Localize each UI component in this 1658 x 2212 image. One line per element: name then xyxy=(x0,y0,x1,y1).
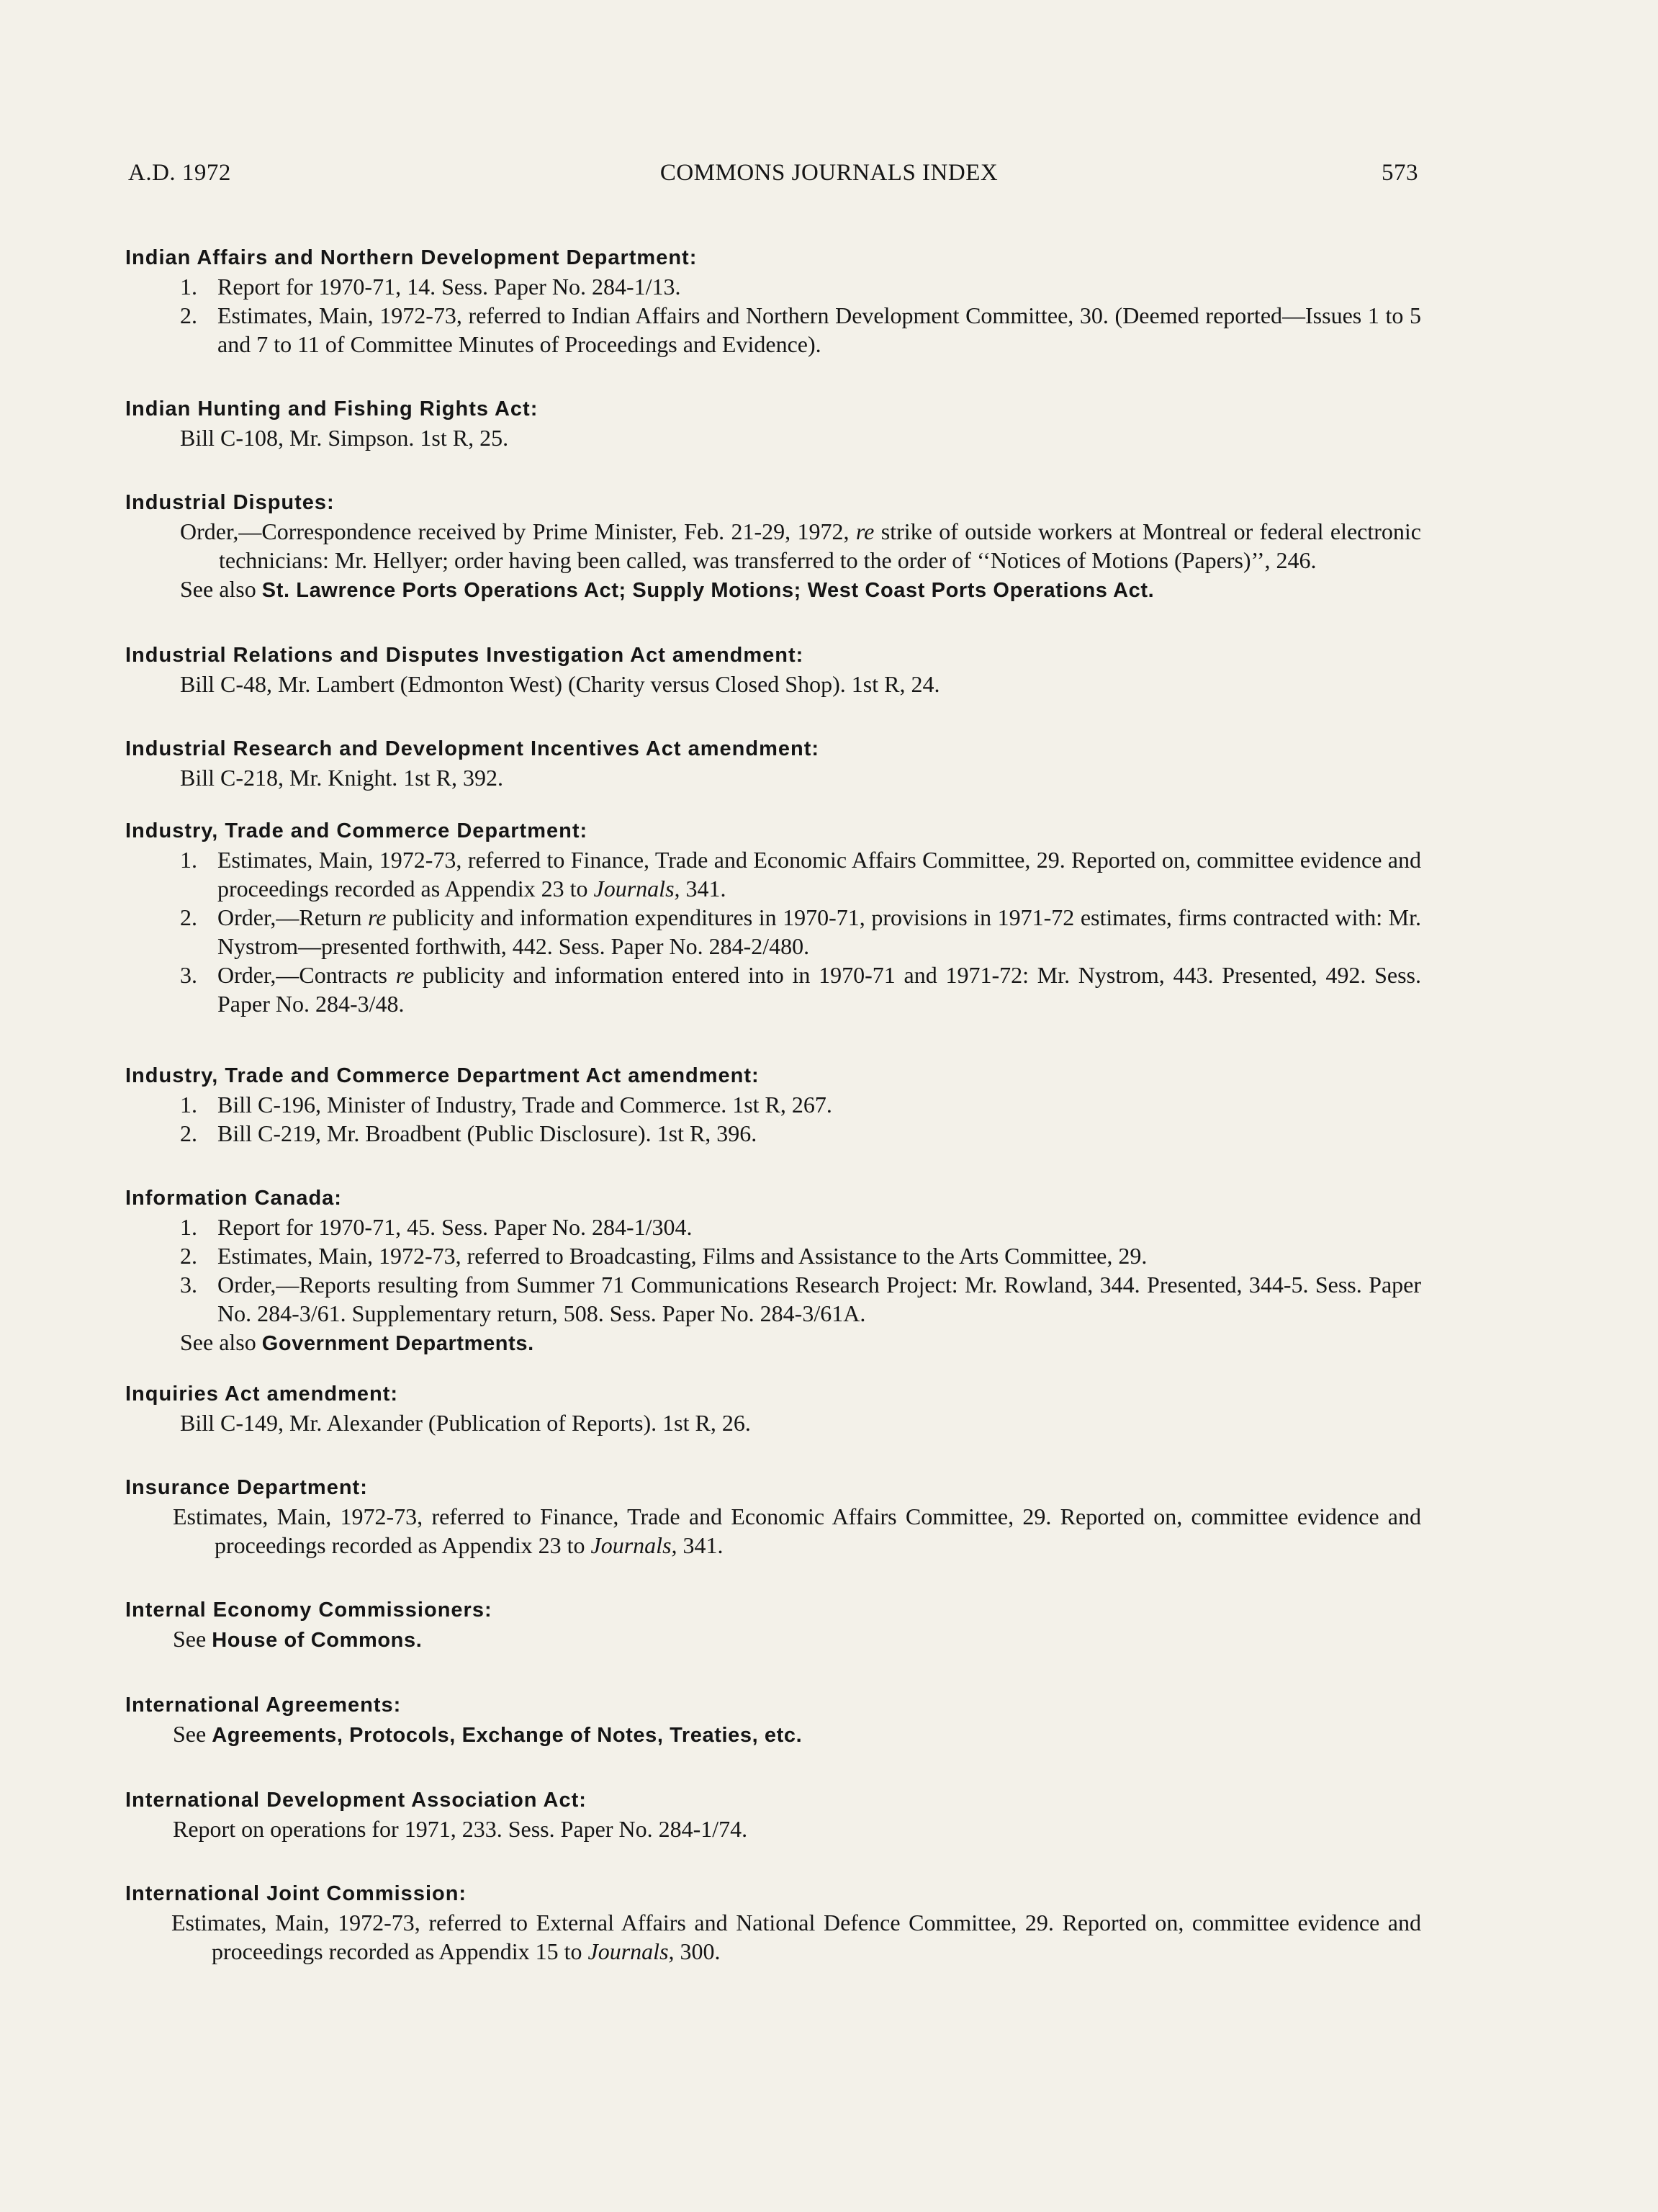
entry-item xyxy=(125,903,1421,961)
see-also xyxy=(125,1328,1421,1358)
entry-heading: Industrial Disputes: xyxy=(125,491,335,514)
item-number: 1. xyxy=(180,1092,197,1118)
index-entry xyxy=(125,488,1421,605)
text-italic: Journals, xyxy=(593,876,680,902)
item-text: Estimates, Main, 1972-73, referred to Broadcasting, Films and Assistance to the Arts Committee, 29. xyxy=(217,1243,1148,1269)
item-text: Report for 1970-71, 14. Sess. Paper No. 284-1/13. xyxy=(217,274,681,300)
index-entry xyxy=(125,1691,1421,1750)
text-part: Order,—Correspondence received by Prime Minister, Feb. 21-29, 1972, xyxy=(180,518,856,544)
text-part: Estimates, Main, 1972-73, referred to Finance, Trade and Economic Affairs Committee, 29. Reported on, committee evidence and proceedings recorded as Appendix 23 to xyxy=(173,1503,1421,1558)
item-text: Report for 1970-71, 45. Sess. Paper No. 284-1/304. xyxy=(217,1214,693,1240)
entry-heading: Internal Economy Commissioners: xyxy=(125,1599,492,1622)
see-reference: St. Lawrence Ports Operations Act; Supply Motions; West Coast Ports Operations Act. xyxy=(261,579,1155,602)
text-part: Order,—Contracts xyxy=(217,962,396,988)
entry-text xyxy=(125,1908,1421,1966)
entry-text: Bill C-149, Mr. Alexander (Publication of Reports). 1st R, 26. xyxy=(180,1410,751,1436)
text-part: 341. xyxy=(680,876,726,902)
text-italic: re xyxy=(395,962,415,988)
entry-item xyxy=(125,301,1421,359)
index-entry xyxy=(125,1473,1421,1560)
entry-item xyxy=(125,1213,1421,1241)
item-number: 3. xyxy=(180,962,197,988)
see-prefix: See xyxy=(173,1721,212,1747)
see-also xyxy=(125,575,1421,605)
text-part: 300. xyxy=(674,1938,721,1964)
item-text: Order,—Reports resulting from Summer 71 Communications Research Project: Mr. Rowland, 344. Presented, 344-5. Sess. Paper No. 284-3/61. Supplementary return, 508. Sess. Paper No. 284-3/61A. xyxy=(217,1272,1421,1326)
see-prefix: See also xyxy=(180,576,262,602)
item-number: 3. xyxy=(180,1272,197,1298)
text-italic: Journals, xyxy=(590,1532,677,1558)
index-entry xyxy=(125,1786,1421,1843)
text-part: strike of outside workers at Montreal or federal electronic technicians: Mr. Hellyer; order having been called, was transferred to the order of ‘‘Notices of Motions (Papers)’’, 246. xyxy=(219,518,1422,573)
index-entry xyxy=(125,1879,1421,1966)
entry-item xyxy=(125,961,1421,1018)
item-text: Estimates, Main, 1972-73, referred to Indian Affairs and Northern Development Committee, 30. (Deemed reported—Issues 1 to 5 and 7 to 11 of Committee Minutes of Proceedings and Evidence). xyxy=(217,302,1421,357)
entry-heading: International Joint Commission: xyxy=(125,1882,467,1905)
entry-item xyxy=(125,1119,1421,1148)
entry-item xyxy=(125,845,1421,903)
index-entry xyxy=(125,243,1421,359)
entry-text: Report on operations for 1971, 233. Sess. Paper No. 284-1/74. xyxy=(173,1816,748,1842)
see-prefix: See xyxy=(173,1626,212,1652)
item-number: 1. xyxy=(180,1214,197,1240)
text-part: Order,—Return xyxy=(217,904,368,930)
index-entry xyxy=(125,641,1421,698)
index-entry xyxy=(125,1596,1421,1655)
see-reference-line xyxy=(125,1719,1421,1750)
text-italic: re xyxy=(367,904,387,930)
item-number: 2. xyxy=(180,1243,197,1269)
entry-text xyxy=(125,517,1421,575)
entry-text: Bill C-218, Mr. Knight. 1st R, 392. xyxy=(180,765,503,791)
entry-item xyxy=(125,1090,1421,1119)
index-entries xyxy=(125,243,1421,2002)
see-reference-line xyxy=(125,1624,1421,1655)
entry-text: Bill C-108, Mr. Simpson. 1st R, 25. xyxy=(180,425,509,451)
entry-heading: Industrial Research and Development Incentives Act amendment: xyxy=(125,737,820,760)
index-entry xyxy=(125,1061,1421,1148)
index-entry xyxy=(125,734,1421,792)
entry-item xyxy=(125,272,1421,301)
item-number: 1. xyxy=(180,274,197,300)
entry-heading: Indian Hunting and Fishing Rights Act: xyxy=(125,397,539,421)
entry-heading: International Agreements: xyxy=(125,1694,402,1717)
item-number: 2. xyxy=(180,302,197,328)
entry-heading: Information Canada: xyxy=(125,1187,342,1210)
header-year: A.D. 1972 xyxy=(128,160,231,186)
text-part: 341. xyxy=(677,1532,724,1558)
index-entry xyxy=(125,817,1421,1018)
entry-heading: Insurance Department: xyxy=(125,1476,368,1499)
item-text xyxy=(217,903,1421,961)
see-prefix: See also xyxy=(180,1329,262,1355)
index-entry xyxy=(125,1184,1421,1358)
item-text xyxy=(217,845,1421,903)
entry-item xyxy=(125,1270,1421,1328)
entry-heading: Industry, Trade and Commerce Department Act amendment: xyxy=(125,1064,760,1087)
item-number: 2. xyxy=(180,904,197,930)
item-number: 1. xyxy=(180,847,197,873)
index-entry xyxy=(125,1380,1421,1437)
entry-heading: Industry, Trade and Commerce Department: xyxy=(125,819,588,842)
see-reference: Agreements, Protocols, Exchange of Notes, Treaties, etc. xyxy=(212,1724,803,1747)
text-part: Estimates, Main, 1972-73, referred to External Affairs and National Defence Committee, 29. Reported on, committee evidence and proceedings recorded as Appendix 15 to xyxy=(171,1910,1421,1964)
item-text: Bill C-219, Mr. Broadbent (Public Disclosure). 1st R, 396. xyxy=(217,1120,757,1146)
entry-heading: Indian Affairs and Northern Development Department: xyxy=(125,246,698,269)
see-reference: Government Departments. xyxy=(261,1332,534,1355)
entry-heading: International Development Association Act: xyxy=(125,1789,587,1812)
entry-text: Bill C-48, Mr. Lambert (Edmonton West) (Charity versus Closed Shop). 1st R, 24. xyxy=(180,671,940,697)
text-part: publicity and information entered into in 1970-71 and 1971-72: Mr. Nystrom, 443. Presented, 492. Sess. Paper No. 284-3/48. xyxy=(217,962,1422,1017)
page-number: 573 xyxy=(1382,160,1418,186)
entry-heading: Industrial Relations and Disputes Investigation Act amendment: xyxy=(125,644,804,667)
entry-text xyxy=(125,1502,1421,1560)
header-title: COMMONS JOURNALS INDEX xyxy=(659,160,999,186)
entry-heading: Inquiries Act amendment: xyxy=(125,1382,399,1406)
text-italic: Journals, xyxy=(587,1938,675,1964)
text-italic: re xyxy=(855,518,875,544)
text-part: Estimates, Main, 1972-73, referred to Finance, Trade and Economic Affairs Committee, 29. Reported on, committee evidence and proceedings recorded as Appendix 23 to xyxy=(217,847,1421,902)
item-number: 2. xyxy=(180,1120,197,1146)
item-text: Bill C-196, Minister of Industry, Trade and Commerce. 1st R, 267. xyxy=(217,1092,832,1118)
text-part: publicity and information expenditures in 1970-71, provisions in 1971-72 estimates, firms contracted with: Mr. Nystrom—presented forthwith, 442. Sess. Paper No. 284-2/480. xyxy=(217,904,1422,959)
item-text xyxy=(217,961,1421,1018)
entry-item xyxy=(125,1241,1421,1270)
index-entry xyxy=(125,395,1421,452)
see-reference: House of Commons. xyxy=(212,1629,423,1652)
